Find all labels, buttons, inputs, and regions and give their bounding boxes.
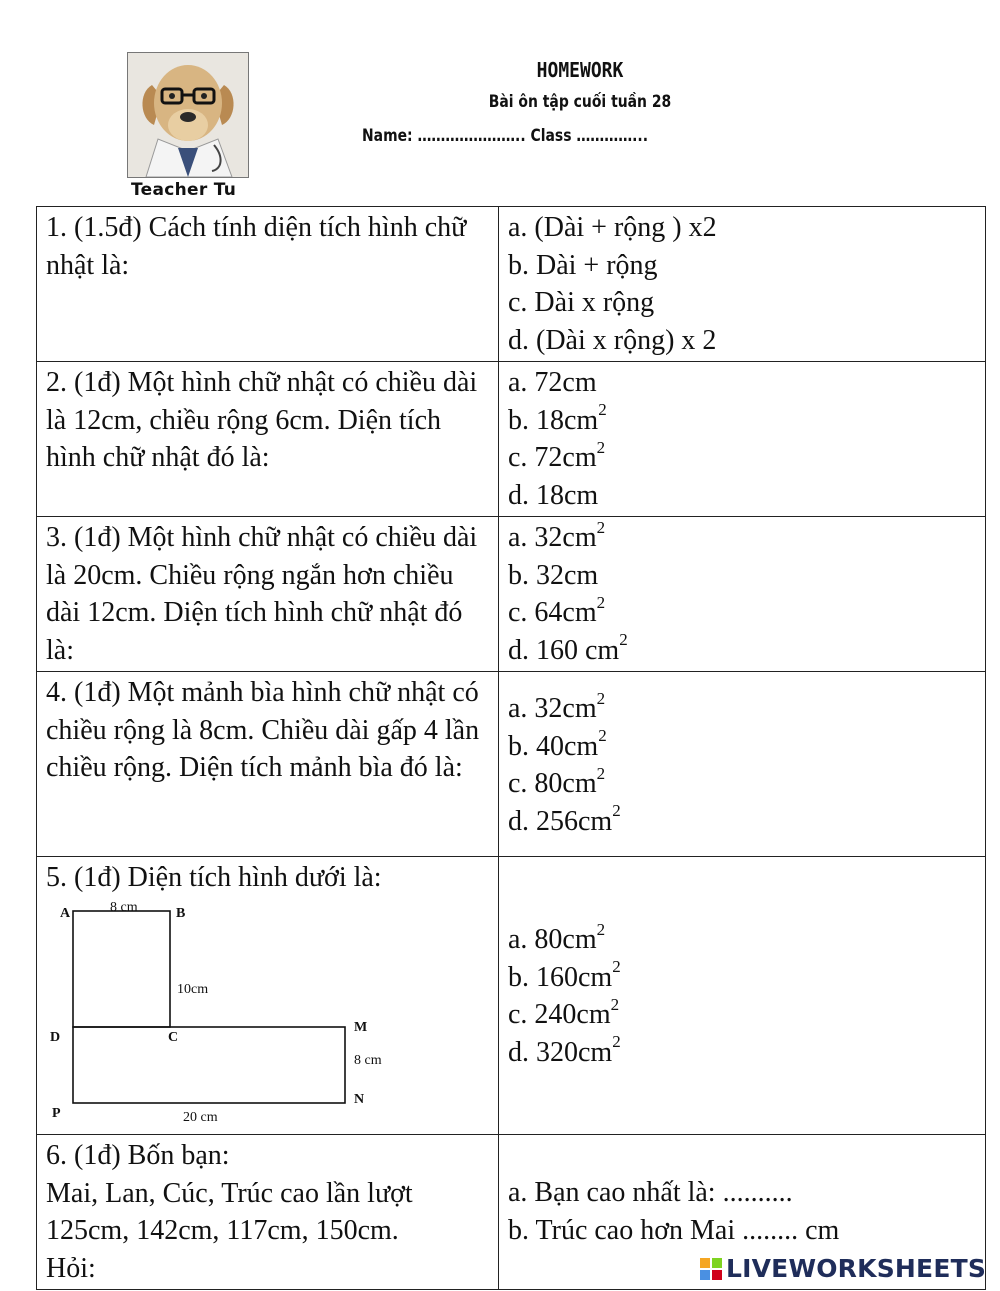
superscript: 2 <box>612 1032 621 1052</box>
question-1: 1. (1.5đ) Cách tính diện tích hình chữ nhật là: <box>37 207 499 362</box>
table-row <box>37 672 986 857</box>
answers-4 <box>499 672 986 857</box>
option[interactable] <box>508 728 976 766</box>
point-d: D <box>50 1029 61 1045</box>
option-text: c. 72cm <box>508 442 597 473</box>
answers-5 <box>499 857 986 1135</box>
question-line: 6. (1đ) Bốn bạn: <box>46 1140 230 1171</box>
option[interactable] <box>508 765 976 803</box>
point-c: C <box>168 1029 179 1045</box>
answers-3 <box>499 517 986 672</box>
option[interactable]: d. 18cm <box>508 479 599 511</box>
option[interactable] <box>508 959 976 997</box>
option-text: c. 240cm <box>508 999 611 1030</box>
lshape-figure <box>40 897 420 1125</box>
option[interactable] <box>508 803 976 841</box>
page-subtitle: Bài ôn tập cuối tuần 28 <box>488 92 672 112</box>
option-text: b. 40cm <box>508 730 599 762</box>
question-line: Mai, Lan, Cúc, Trúc cao lần lượt 125cm, 142cm, 117cm, 150cm. <box>46 1177 413 1246</box>
liveworksheets-logo-icon <box>700 1258 722 1280</box>
option-text: d. 320cm <box>508 1036 613 1068</box>
label-bc: 10cm <box>177 981 209 997</box>
table-row <box>37 857 986 1135</box>
question-6 <box>37 1135 499 1290</box>
answers-1 <box>499 207 986 362</box>
option-text: d. 256cm <box>508 805 613 837</box>
question-5 <box>37 857 499 1135</box>
option[interactable] <box>508 996 976 1034</box>
option[interactable]: c. Dài x rộng <box>508 287 655 318</box>
option-text: a. 32cm <box>508 693 597 724</box>
name-class-line: Name: ………………….. Class …………... <box>362 126 649 146</box>
point-p: P <box>52 1105 61 1121</box>
option[interactable] <box>508 519 976 557</box>
superscript: 2 <box>610 994 620 1014</box>
question-text: 5. (1đ) Diện tích hình dưới là: <box>46 862 382 893</box>
superscript: 2 <box>598 400 607 420</box>
superscript: 2 <box>596 919 606 939</box>
table-row <box>37 517 986 672</box>
option[interactable]: d. (Dài x rộng) x 2 <box>508 324 717 356</box>
point-b: B <box>176 905 186 921</box>
question-3: 3. (1đ) Một hình chữ nhật có chiều dài là 20cm. Chiều rộng ngắn hơn chiều dài 12cm. Diện tích hình chữ nhật đó là: <box>37 517 499 672</box>
option[interactable] <box>508 1034 976 1072</box>
option-text: c. 80cm <box>508 768 597 799</box>
superscript: 2 <box>596 517 606 537</box>
superscript: 2 <box>598 726 607 746</box>
answers-2 <box>499 362 986 517</box>
option[interactable]: b. Trúc cao hơn Mai ........ cm <box>508 1214 840 1246</box>
option-text: c. 64cm <box>508 597 597 628</box>
superscript: 2 <box>596 688 606 708</box>
dog-doctor-icon <box>128 53 248 177</box>
option[interactable] <box>508 402 976 440</box>
option-text: b. 18cm <box>508 404 599 436</box>
label-pn: 20 cm <box>183 1109 218 1125</box>
superscript: 2 <box>612 801 621 821</box>
question-table <box>36 206 986 1290</box>
teacher-photo <box>127 52 249 178</box>
point-n: N <box>354 1091 365 1107</box>
option[interactable] <box>508 632 976 670</box>
option-text: a. 32cm <box>508 522 597 553</box>
point-a: A <box>60 905 71 921</box>
option[interactable] <box>508 439 976 477</box>
label-mn: 8 cm <box>354 1052 382 1068</box>
question-2: 2. (1đ) Một hình chữ nhật có chiều dài là 12cm, chiều rộng 6cm. Diện tích hình chữ nhật đó là: <box>37 362 499 517</box>
label-ab: 8 cm <box>110 899 138 915</box>
option[interactable] <box>508 921 976 959</box>
teacher-label: Teacher Tu <box>131 180 237 200</box>
page-title: HOMEWORK <box>536 58 624 82</box>
superscript: 2 <box>619 630 628 650</box>
option[interactable]: b. 32cm <box>508 559 599 591</box>
option-text: d. 160 cm <box>508 634 620 666</box>
option-text: a. 80cm <box>508 924 597 955</box>
table-row <box>37 207 986 362</box>
option[interactable]: a. 72cm <box>508 367 597 398</box>
question-4: 4. (1đ) Một mảnh bìa hình chữ nhật có chiều rộng là 8cm. Chiều dài gấp 4 lần chiều rộng. Diện tích mảnh bìa đó là: <box>37 672 499 857</box>
table-row <box>37 362 986 517</box>
option[interactable]: a. (Dài + rộng ) x2 <box>508 212 717 243</box>
superscript: 2 <box>596 437 606 457</box>
question-line: Hỏi: <box>46 1252 96 1284</box>
option[interactable]: b. Dài + rộng <box>508 249 658 281</box>
brand-name[interactable]: LIVEWORKSHEETS <box>726 1254 987 1283</box>
option[interactable]: a. Bạn cao nhất là: .......... <box>508 1177 793 1208</box>
superscript: 2 <box>596 763 606 783</box>
option[interactable] <box>508 594 976 632</box>
point-m: M <box>354 1019 368 1035</box>
superscript: 2 <box>596 592 606 612</box>
option-text: b. 160cm <box>508 961 613 993</box>
option[interactable] <box>508 690 976 728</box>
superscript: 2 <box>612 957 621 977</box>
